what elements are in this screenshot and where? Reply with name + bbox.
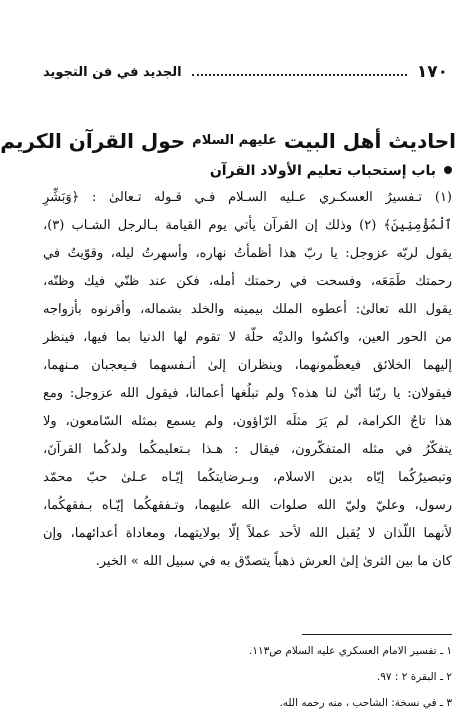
footnote-3: ٣ ـ في نسخة: الشاحب ، منه رحمه الله. [279, 697, 452, 709]
body-paragraph [43, 184, 452, 576]
running-header [43, 60, 448, 84]
book-title: الجديد في فن التجويد [43, 64, 182, 80]
chapter-title-end: حول القرآن الكريم [0, 129, 186, 153]
header-dotted-leader [192, 74, 407, 76]
body-line: من الحور العين، واكسُوا والديْه حلّة لا تقوم لها الدنيا بما فيها، فينظر [43, 330, 452, 345]
section-title: باب إستحباب تعليم الأولاد القرآن [209, 163, 436, 179]
body-line: إليهما الخلائق فيعظّمونهما، وينظران إلىٰ أنـفسهما فـيعجبان مـنهما، [43, 358, 452, 373]
body-line: ٱلْمُؤْمِنِينَ﴾ (٢) وذلك إن القرآن يأتي يوم القيامة بـالرجل الشـاب (٣)، [43, 218, 452, 233]
footnote-1: ١ ـ تفسير الامام العسكري عليه السلام ص١١٣. [249, 645, 452, 657]
page-number: ١٧٠ [416, 62, 448, 82]
body-line: فيقولان: يا ربّنا أنّىٰ لنا هذه؟ ولم تبلُغها أعمالنا، فيقول الله عزوجل: ومع [43, 386, 452, 401]
body-line: رحمتك طَمَعَه، وفسحت في رحمتك أمله، فكن عند ظنّي فيك وظنّه، [43, 274, 452, 289]
body-line: كان ما بين الثرىٰ إلىٰ العرش ذهباً يتصدّق به في سبيل الله » الخير. [95, 554, 452, 569]
body-line: يقول الله تعالىٰ: أعطوه الملك بيمينه والخلد بشماله، وأقرنوه بأزواجه [43, 302, 452, 317]
honorific-ligature: عليهم السلام [192, 133, 277, 148]
footnotes [45, 638, 452, 716]
body-line: يقول لربّه عزوجل: يا ربّ هذا أظمأتُ نهاره، وأسهرتُ ليله، وقوّيتُ في [43, 246, 452, 261]
body-line: (١) تـفسيرُ العسكـري عـليه السـلام فـي قـوله تـعالىٰ : ﴿وَبَشِّرِ [43, 190, 452, 205]
bullet-icon [444, 166, 452, 174]
body-line: وتبصيرُكُما إيّاه بدين الاسلام، وبـرضايتكُما إيّـاه عـلىٰ حبّ محمّد [43, 470, 452, 485]
footnote-divider [302, 634, 452, 635]
chapter-title-start: احاديث أهل البيت [283, 129, 456, 153]
body-line: رسول، وعليّ وليّ الله صلوات الله عليهما، وتـفقهكُما إيّـاه بـفقهكُما، [43, 498, 452, 513]
body-line: هذا تاجُ الكرامة، لم يَرَ مثلَه الرّاؤون، ولم يسمع بمثله السّامعون، ولا [43, 414, 452, 429]
footnote-2: ٢ ـ البقرة ٢ : ٩٧. [376, 671, 452, 683]
chapter-heading [0, 128, 456, 154]
body-line: لأنهما اللّذان لا يُقبل الله لأحد عملاً إلّا بولايتهما، ومعاداة أعدائهما، وإن [43, 526, 452, 541]
section-heading [45, 160, 452, 182]
body-line: يتفكّرُ في مثله المتفكّرون، فيقال : هـذا بـتعليمكُما ولدكُما القرآنَ، [43, 442, 452, 457]
